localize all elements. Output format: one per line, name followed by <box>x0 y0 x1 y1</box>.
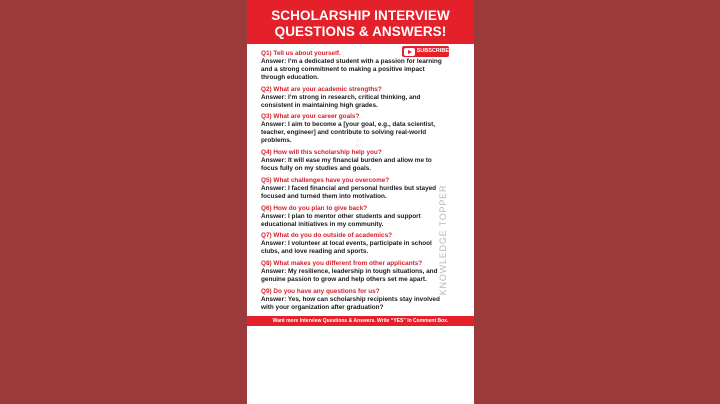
question-9: Q9) Do you have any questions for us? <box>261 288 380 295</box>
answer-6: Answer: I plan to mentor other students and support educational initiatives in my community. <box>261 213 421 228</box>
question-5: Q5) What challenges have you overcome? <box>261 177 390 184</box>
question-4: Q4) How will this scholarship help you? <box>261 149 382 156</box>
title-line-2: QUESTIONS & ANSWERS! <box>274 24 447 39</box>
question-1: Q1) Tell us about yourself. <box>261 50 341 57</box>
title-banner <box>247 0 474 44</box>
answer-9: Answer: Yes, how can scholarship recipients stay involved with your organization after graduation? <box>261 296 440 311</box>
answer-8: Answer: My resilience, leadership in tough situations, and genuine passion to grow and help others set me apart. <box>261 268 438 283</box>
qa-item-5 <box>261 177 447 201</box>
question-8: Q8) What makes you different from other applicants? <box>261 260 423 267</box>
question-3: Q3) What are your career goals? <box>261 113 360 120</box>
subscribe-label: SUBSCRIBE <box>416 48 449 54</box>
content-card <box>247 0 474 404</box>
qa-item-8 <box>261 260 447 284</box>
qa-item-1 <box>261 50 447 82</box>
answer-7: Answer: I volunteer at local events, participate in school clubs, and love reading and sports. <box>261 240 432 255</box>
qa-item-2 <box>261 86 447 110</box>
question-2: Q2) What are your academic strengths? <box>261 86 382 93</box>
qa-item-3 <box>261 113 447 145</box>
answer-5: Answer: I faced financial and personal hurdles but stayed focused and turned them into motivation. <box>261 185 437 200</box>
answer-2: Answer: I’m strong in research, critical thinking, and consistent in maintaining high grades. <box>261 94 421 109</box>
qa-item-4 <box>261 149 447 173</box>
footer-banner: Want more Interview Questions & Answers. Write “YES” In Comment Box. <box>247 316 474 326</box>
brand-vertical-label: KNOWLEDGE TOPPER <box>438 184 448 296</box>
answer-3: Answer: I aim to become a [your goal, e.g., data scientist, teacher, engineer] and contribute to solving real-world problems. <box>261 121 436 144</box>
watermark: KT <box>354 137 365 150</box>
question-7: Q7) What do you do outside of academics? <box>261 232 393 239</box>
qa-item-9 <box>261 288 447 312</box>
title-line-1: SCHOLARSHIP INTERVIEW <box>271 8 450 23</box>
question-6: Q6) How do you plan to give back? <box>261 205 368 212</box>
answer-1: Answer: I’m a dedicated student with a passion for learning and a strong commitment to making a positive impact through education. <box>261 58 442 81</box>
qa-item-7 <box>261 232 447 256</box>
answer-4: Answer: It will ease my financial burden and allow me to focus fully on my studies and goals. <box>261 157 432 172</box>
qa-item-6 <box>261 205 447 229</box>
